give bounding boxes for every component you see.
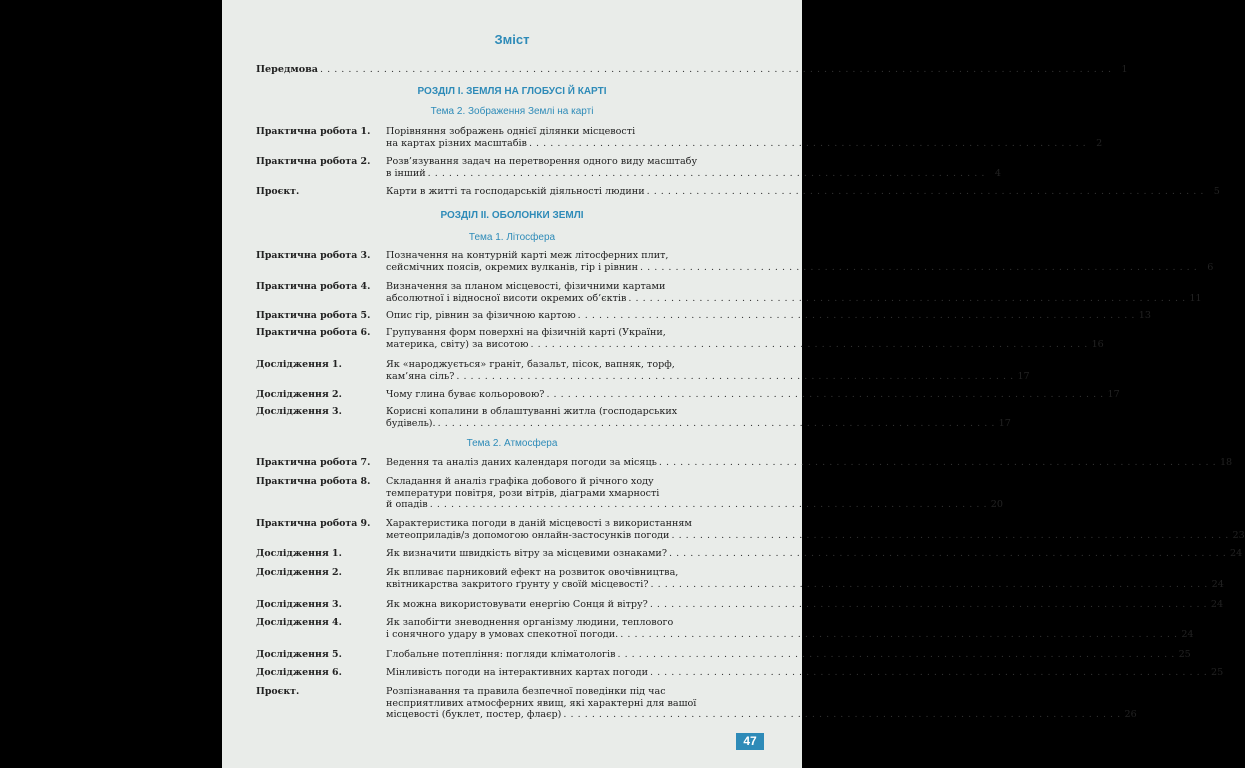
leader-dots: . . . . . . . . . . . . . . . . . . . . . . . . . . . . . . . . . . . . . . . . . . . . . . . . . . . . . . . . . . . . . . . . . . . . . . . . . . . . . . . — [640, 261, 1198, 273]
document-page — [222, 0, 1245, 768]
leader-dots: . . . . . . . . . . . . . . . . . . . . . . . . . . . . . . . . . . . . . . . . . . . . . . . . . . . . . . . . . . . . . . . . . . . . . . . . . . . . . . . — [546, 389, 1104, 400]
leader-dots: . . . . . . . . . . . . . . . . . . . . . . . . . . . . . . . . . . . . . . . . . . . . . . . . . . . . . . . . . . . . . . . . . . . . . . . . . . . . . . . — [620, 628, 1178, 640]
entry-text-line: в інший — [386, 167, 426, 179]
entry-page: 23 — [1232, 529, 1245, 541]
entry-label: Дослідження 1. — [256, 548, 342, 559]
entry-description — [386, 310, 1151, 322]
section-2-topic-1: Тема 1. Літосфера — [468, 232, 556, 243]
entry-page: 11 — [1189, 292, 1202, 304]
leader-dots: . . . . . . . . . . . . . . . . . . . . . . . . . . . . . . . . . . . . . . . . . . . . . . . . . . . . . . . . . . . . . . . . . . . . . . . . . . . . . . . — [429, 499, 988, 510]
entry-text-line: Як запобігти зневоднення організму людини, теплового — [386, 617, 674, 628]
entry-page: 18 — [1219, 457, 1233, 468]
entry-page: 25 — [1178, 649, 1191, 660]
entry-label: Дослідження 3. — [256, 406, 342, 417]
entry-text-line: несприятливих атмосферних явищ, які характерні для вашої — [386, 697, 697, 709]
leader-dots: . . . . . . . . . . . . . . . . . . . . . . . . . . . . . . . . . . . . . . . . . . . . . . . . . . . . . . . . . . . . . . . . . . . . . . . . . . . . . . . — [668, 548, 1227, 559]
entry-text-line: Складання й аналіз графіка добового й річного ходу — [386, 476, 654, 487]
entry-text-line: Карти в житті та господарській діяльності людини — [386, 186, 645, 197]
entry-text-line: кам’яна сіль? — [386, 370, 455, 382]
entry-page: 6 — [1207, 261, 1214, 273]
leader-dots: . . . . . . . . . . . . . . . . . . . . . . . . . . . . . . . . . . . . . . . . . . . . . . . . . . . . . . . . . . . . . . . . . . . . . . . . . . . . . . . — [628, 292, 1186, 304]
entry-page: 17 — [1017, 370, 1030, 382]
entry-text-line: місцевості (буклет, постер, флаєр) — [386, 709, 562, 720]
entry-description — [386, 548, 1243, 560]
entry-label: Практична робота 1. — [256, 126, 371, 137]
entry-page: 13 — [1138, 310, 1151, 321]
leader-dots: . . . . . . . . . . . . . . . . . . . . . . . . . . . . . . . . . . . . . . . . . . . . . . . . . . . . . . . . . . . . . . . . . . . . . . . . . . . . . . . — [658, 457, 1217, 468]
entry-text-line: Як можна використовувати енергію Сонця й вітру? — [386, 599, 648, 610]
entry-label: Практична робота 5. — [256, 310, 371, 321]
entry-page: 20 — [990, 499, 1004, 510]
preface-label: Передмова — [256, 64, 318, 75]
entry-text-line: Мінливість погоди на інтерактивних картах погоди — [386, 667, 648, 678]
entry-label: Практична робота 9. — [256, 518, 371, 529]
entry-label: Дослідження 1. — [256, 359, 342, 370]
entry-page: 26 — [1124, 709, 1137, 720]
entry-text-line: Опис гір, рівнин за фізичною картою — [386, 310, 576, 321]
entry-description — [386, 649, 1191, 661]
entry-text-line: Корисні копалини в облаштуванні житла (господарських — [386, 406, 678, 417]
entry-text-line: Чому глина буває кольоровою? — [386, 389, 545, 400]
preface-page: 1 — [1121, 64, 1128, 75]
section-2-heading: РОЗДІЛ ІІ. ОБОЛОНКИ ЗЕМЛІ — [440, 210, 584, 221]
leader-dots: . . . . . . . . . . . . . . . . . . . . . . . . . . . . . . . . . . . . . . . . . . . . . . . . . . . . . . . . . . . . . . . . . . . . . . . . . . . . . . . — [528, 137, 1087, 149]
entry-text-line: Порівняння зображень однієї ділянки місцевості — [386, 126, 636, 137]
entry-text-line: будівель). — [386, 417, 436, 429]
entry-page: 24 — [1211, 578, 1224, 590]
entry-page: 17 — [1107, 389, 1120, 400]
entry-page: 24 — [1181, 628, 1194, 640]
leader-dots: . . . . . . . . . . . . . . . . . . . . . . . . . . . . . . . . . . . . . . . . . . . . . . . . . . . . . . . . . . . . . . . . . . . . . . . . . . . . . . . — [530, 338, 1088, 350]
entry-text-line: материка, світу) за висотою — [386, 338, 529, 350]
entry-label: Практична робота 2. — [256, 156, 371, 167]
leader-dots: . . . . . . . . . . . . . . . . . . . . . . . . . . . . . . . . . . . . . . . . . . . . . . . . . . . . . . . . . . . . . . . . . . . . . . . . . . . . . . . — [563, 709, 1121, 720]
entry-text-line: Як визначити швидкість вітру за місцевими ознаками? — [386, 548, 667, 559]
entry-label: Проєкт. — [256, 186, 300, 197]
entry-description — [386, 327, 1104, 350]
entry-page: 16 — [1091, 338, 1104, 350]
entry-description — [386, 250, 1214, 273]
entry-text-line: на картах різних масштабів — [386, 137, 527, 149]
section-2-topic-2: Тема 2. Атмосфера — [466, 438, 558, 449]
entry-description — [386, 406, 1011, 429]
entry-text-line: Як впливає парниковий ефект на розвиток овочівництва, — [386, 567, 679, 578]
entry-label: Дослідження 4. — [256, 617, 342, 628]
entry-text-line: температури повітря, рози вітрів, діаграми хмарності — [386, 487, 660, 499]
entry-label: Практична робота 6. — [256, 327, 371, 338]
leader-dots: . . . . . . . . . . . . . . . . . . . . . . . . . . . . . . . . . . . . . . . . . . . . . . . . . . . . . . . . . . . . . . . . . . . . . . . . . . . . . . . — [649, 667, 1208, 678]
entry-label: Практична робота 4. — [256, 281, 371, 292]
entry-description — [386, 518, 1245, 541]
entry-description — [386, 599, 1224, 611]
leader-dots: . . . . . . . . . . . . . . . . . . . . . . . . . . . . . . . . . . . . . . . . . . . . . . . . . . . . . . . . . . . . . . . . . . . . . . . . . . . . . . . — [437, 417, 995, 429]
entry-description — [386, 186, 1220, 198]
leader-dots: . . . . . . . . . . . . . . . . . . . . . . . . . . . . . . . . . . . . . . . . . . . . . . . . . . . . . . . . . . . . . . . . . . . . . . . . . . . . . . . — [577, 310, 1135, 321]
entry-label: Дослідження 3. — [256, 599, 342, 610]
leader-dots: . . . . . . . . . . . . . . . . . . . . . . . . . . . . . . . . . . . . . . . . . . . . . . . . . . . . . . . . . . . . . . . . . . . . . . . . . . . . . . . — [671, 529, 1229, 541]
entry-text-line: Визначення за планом місцевості, фізичними картами — [386, 281, 666, 292]
entry-text-line: метеоприладів/з допомогою онлайн-застосунків погоди — [386, 529, 670, 541]
entry-description — [386, 457, 1233, 469]
leader-dots: . . . . . . . . . . . . . . . . . . . . . . . . . . . . . . . . . . . . . . . . . . . . . . . . . . . . . . . . . . . . . . . . . . . . . . . . . . . . . . . — [617, 649, 1175, 660]
entry-text-line: абсолютної і відносної висоти окремих об’єктів — [386, 292, 627, 304]
entry-text-line: Позначення на контурній карті меж літосферних плит, — [386, 250, 669, 261]
entry-page: 24 — [1210, 599, 1224, 610]
entry-description — [386, 156, 1001, 179]
entry-text-line: й опадів — [386, 499, 428, 510]
entry-text-line: Ведення та аналіз даних календаря погоди за місяць — [386, 457, 657, 468]
page-number: 47 — [736, 733, 764, 750]
leader-dots: . . . . . . . . . . . . . . . . . . . . . . . . . . . . . . . . . . . . . . . . . . . . . . . . . . . . . . . . . . . . . . . . . . . . . . . . . . . . . . . — [427, 167, 985, 179]
entry-text-line: Групування форм поверхні на фізичній карті (України, — [386, 327, 666, 338]
entry-description — [386, 126, 1103, 149]
entry-label: Практична робота 8. — [256, 476, 371, 487]
entry-description — [386, 667, 1224, 679]
entry-label: Дослідження 2. — [256, 389, 342, 400]
section-1-heading: РОЗДІЛ І. ЗЕМЛЯ НА ГЛОБУСІ Й КАРТІ — [417, 86, 607, 97]
entry-label: Дослідження 6. — [256, 667, 342, 678]
entry-text-line: сейсмічних поясів, окремих вулканів, гір і рівнин — [386, 261, 639, 273]
entry-description — [386, 686, 1137, 721]
entry-text-line: і сонячного удару в умовах спекотної погоди. — [386, 628, 619, 640]
entry-description — [386, 359, 1030, 382]
leader-dots: . . . . . . . . . . . . . . . . . . . . . . . . . . . . . . . . . . . . . . . . . . . . . . . . . . . . . . . . . . . . . . . . . . . . . . . . . . . . . . . — [650, 578, 1208, 590]
entry-page: 4 — [994, 167, 1001, 179]
entry-page: 24 — [1230, 548, 1243, 559]
entry-text-line: Розпізнавання та правила безпечної поведінки під час — [386, 686, 666, 697]
entry-page: 25 — [1211, 667, 1224, 678]
entry-label: Практична робота 7. — [256, 457, 371, 468]
entry-label: Проєкт. — [256, 686, 300, 697]
leader-dots: . . . . . . . . . . . . . . . . . . . . . . . . . . . . . . . . . . . . . . . . . . . . . . . . . . . . . . . . . . . . . . . . . . . . . . . . . . . . . . . — [649, 599, 1208, 610]
entry-text-line: Розв’язування задач на перетворення одного виду масштабу — [386, 156, 698, 167]
entry-page: 17 — [998, 417, 1011, 429]
leader-dots: . . . . . . . . . . . . . . . . . . . . . . . . . . . . . . . . . . . . . . . . . . . . . . . . . . . . . . . . . . . . . . . . . . . . . . . . . . . . . . . . . . . . . . . . . . . . . . . . . . . . . . . . . . . . . . . . — [320, 64, 1112, 75]
entry-description — [386, 567, 1224, 590]
leader-dots: . . . . . . . . . . . . . . . . . . . . . . . . . . . . . . . . . . . . . . . . . . . . . . . . . . . . . . . . . . . . . . . . . . . . . . . . . . . . . . . — [646, 186, 1204, 197]
entry-page: 2 — [1096, 137, 1103, 149]
entry-label: Практична робота 3. — [256, 250, 371, 261]
entry-text-line: Характеристика погоди в даній місцевості з використанням — [386, 518, 692, 529]
page-title: Зміст — [494, 32, 530, 47]
entry-label: Дослідження 5. — [256, 649, 342, 660]
entry-text-line: квітникарства закритого ґрунту у своїй місцевості? — [386, 578, 649, 590]
preface-entry — [256, 64, 1128, 76]
entry-page: 5 — [1213, 186, 1220, 197]
entry-description — [386, 617, 1194, 640]
section-1-topic: Тема 2. Зображення Землі на карті — [430, 106, 594, 117]
entry-description — [386, 281, 1202, 304]
entry-description — [386, 389, 1120, 401]
entry-text-line: Глобальне потепління: погляди кліматологів — [386, 649, 616, 660]
entry-description — [386, 476, 1004, 511]
leader-dots: . . . . . . . . . . . . . . . . . . . . . . . . . . . . . . . . . . . . . . . . . . . . . . . . . . . . . . . . . . . . . . . . . . . . . . . . . . . . . . . — [456, 370, 1014, 382]
entry-text-line: Як «народжується» граніт, базальт, пісок, вапняк, торф, — [386, 359, 675, 370]
entry-label: Дослідження 2. — [256, 567, 342, 578]
